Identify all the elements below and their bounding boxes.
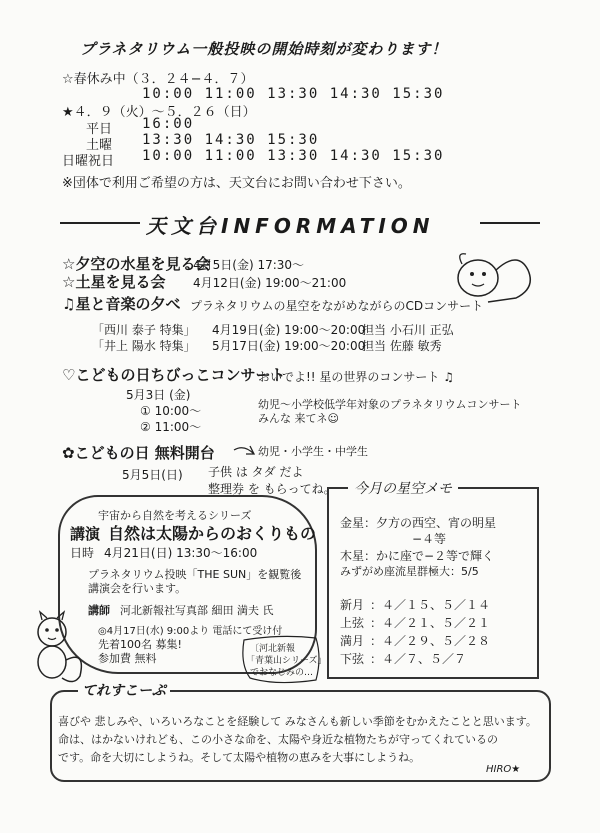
lecture-topic: 自然は太陽からのおくりもの	[108, 524, 317, 543]
memo-jupiter: 木星：かに座で−２等で輝く	[340, 549, 495, 563]
event-saturn-title: ☆土星を見る会	[62, 273, 166, 291]
kids-concert-desc-1: 幼児〜小学校低学年対象のプラネタリウムコンサート	[258, 398, 522, 411]
event-free-day-title: ✿こどもの日 無料開台	[62, 444, 215, 462]
memo-phase-new-label: 新月	[340, 598, 365, 612]
column-signature: HIRO★	[486, 764, 521, 775]
event-mercury-title: ☆夕空の水星を見る会	[62, 255, 211, 273]
music-item-2-date: 5月17日(金) 19:00〜20:00	[212, 339, 366, 353]
event-kids-concert-title: ♡こどもの日ちびっこコンサート	[62, 366, 286, 384]
schedule-saturday-times: 13:30 14:30 15:30	[142, 132, 320, 148]
column-line-2: 命は、はかないけれども、この小さな命を、太陽や身近な植物たちが守ってくれているの	[58, 733, 498, 746]
column-line-1: 喜びや 悲しみや、いろいろなことを経験して みなさんも新しい季節をむかえたことと思います。	[58, 715, 537, 728]
memo-meteor: みずがめ座流星群極大：5/5	[340, 565, 479, 578]
column-title: てれすこーぷ	[78, 680, 170, 700]
memo-phase-first-label: 上弦	[340, 616, 365, 630]
kids-concert-time-2: ② 11:00〜	[140, 420, 202, 434]
lecture-body-1: プラネタリウム投映「THE SUN」を観覧後	[88, 568, 302, 581]
info-banner	[60, 210, 540, 236]
kids-concert-time-1: ① 10:00〜	[140, 404, 202, 418]
schedule-weekday-label: 平日	[86, 122, 113, 137]
schedule-sunday-label: 日曜祝日	[62, 154, 115, 169]
memo-phase-full-label: 満月	[340, 634, 365, 648]
star-memo-title: 今月の星空メモ	[348, 478, 458, 498]
bubble-line-2: 「青葉山シリーズ」	[246, 656, 327, 666]
memo-phase-last-value: ：４／７、５／７	[370, 652, 467, 666]
banner-rule-right	[480, 222, 540, 224]
schedule-may-label: ★４．９（火）〜５．２６（日）	[62, 105, 256, 120]
music-item-1-name: 「西川 泰子 特集」	[92, 323, 196, 337]
schedule-spring-label: ☆春休み中（３．２４−４．７）	[62, 72, 254, 87]
bubble-line-3: でおなじみの…	[250, 668, 314, 678]
lecture-time: 4月21日(日) 13:30〜16:00	[104, 546, 258, 560]
memo-phase-new-value: ：４／１５、５／１４	[370, 598, 491, 612]
music-item-1-date: 4月19日(金) 19:00〜20:00	[212, 323, 366, 337]
squirrel-illustration	[22, 610, 92, 690]
kids-concert-date: 5月3日 (金)	[126, 388, 191, 402]
memo-phase-first-value: ：４／２１、５／２１	[370, 616, 491, 630]
free-day-target: 幼児・小学生・中学生	[258, 445, 368, 458]
lecture-label: 講演	[70, 525, 101, 543]
memo-phase-last-label: 下弦	[340, 652, 365, 666]
lecture-speaker-label: 講師	[88, 604, 110, 617]
event-saturn-date: 4月12日(金) 19:00〜21:00	[193, 276, 347, 290]
banner-rule-left	[60, 222, 140, 224]
lecture-speaker: 河北新報社写真部 細田 満夫 氏	[120, 604, 274, 617]
column-line-3: です。命を大切にしようね。そして太陽や植物の恵みを大事にしようね。	[58, 751, 421, 764]
event-music-title: ♫星と音楽の夕べ	[62, 295, 181, 313]
event-mercury-date: 4月5日(金) 17:30〜	[193, 258, 305, 272]
group-note: ※団体で利用ご希望の方は、天文台にお問い合わせ下さい。	[62, 176, 411, 191]
schedule-saturday-label: 土曜	[86, 138, 113, 153]
lecture-apply-3: 参加費 無料	[98, 652, 157, 665]
music-item-2-name: 「井上 陽水 特集」	[92, 339, 196, 353]
notice-title: プラネタリウム一般投映の開始時刻が変わります！	[80, 40, 448, 58]
free-day-date: 5月5日(日)	[122, 468, 183, 482]
lecture-series: 宇宙から自然を考えるシリーズ	[98, 509, 252, 522]
kids-concert-invite: おいでよ!! 星の世界のコンサート ♫	[258, 370, 455, 384]
schedule-weekday-times: 16:00	[142, 116, 195, 132]
free-day-note-2: 整理券 を もらってね。	[208, 482, 336, 496]
music-item-1-staff: 担当 小石川 正弘	[362, 323, 454, 337]
free-day-note-1: 子供 は タダ だよ	[208, 465, 304, 479]
kids-concert-desc-2: みんな 来てネ☺	[258, 412, 339, 425]
memo-venus-1: 金星：夕方の西空、宵の明星	[340, 516, 497, 530]
arrow-icon	[232, 442, 256, 458]
schedule-spring-times: 10:00 11:00 13:30 14:30 15:30	[142, 86, 445, 102]
lecture-apply-1: ◎4月17日(水) 9:00より 電話にて受け付	[98, 626, 283, 637]
memo-venus-2: −４等	[412, 532, 447, 546]
lecture-apply-2: 先着100名 募集!	[98, 638, 182, 651]
memo-phase-full-value: ：４／２９、５／２８	[370, 634, 491, 648]
event-music-subtitle: プラネタリウムの星空をながめながらのCDコンサート	[190, 299, 484, 313]
bubble-line-1: 〔河北新報	[250, 644, 296, 654]
music-item-2-staff: 担当 佐藤 敏秀	[362, 339, 442, 353]
lecture-body-2: 講演会を行います。	[88, 582, 187, 595]
info-banner-title: 天文台INFORMATION	[146, 214, 435, 238]
lecture-time-label: 日時	[70, 546, 95, 560]
schedule-sunday-times: 10:00 11:00 13:30 14:30 15:30	[142, 148, 445, 164]
